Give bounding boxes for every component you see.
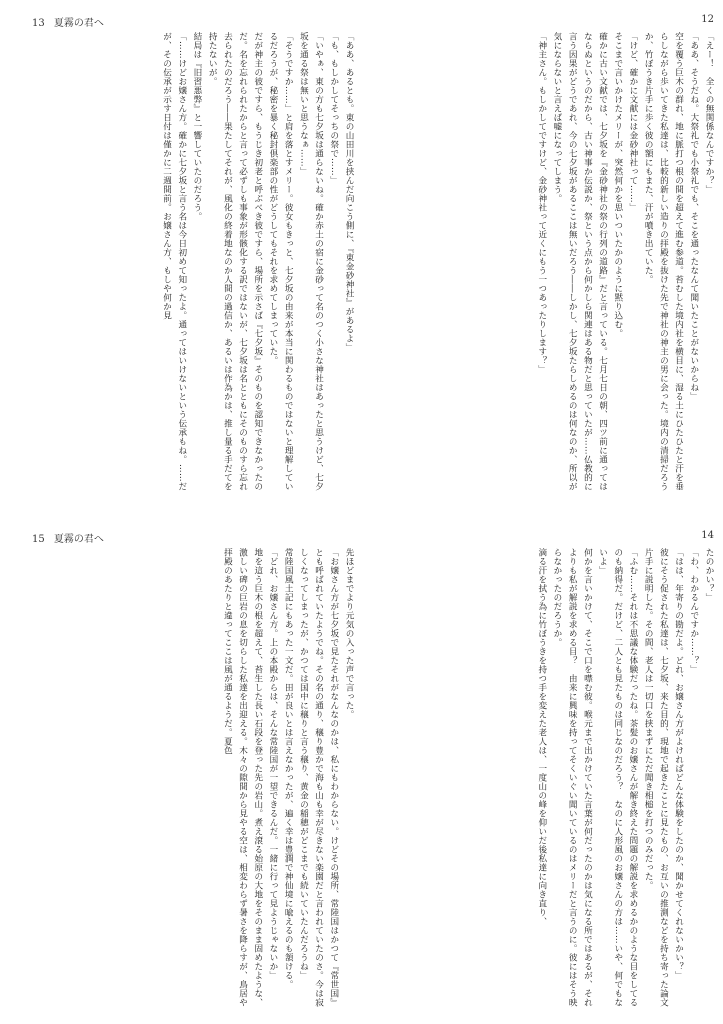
paragraph: 先ほどまでより元気の入った声で言った。 (344, 548, 354, 719)
paragraph: 空を覆う巨木の群れ、地に脈打つ根の間を超えて進む参道。苔むした境内社を横目に、湿る土にひたひたと汗を垂らしながら歩いてきた私達は、比較的新しい造りの拝殿を抜けた先で神社の神主の男に会った。境内の清掃だろうか、竹ぼうき片手に歩く彼の額にもまた、汗が噴き出ていた。 (643, 32, 684, 491)
paragraph: 「いやぁ、東の方も七夕坂は通らないね。確か赤土の宿に金砂って名のつく小さな神社はあったと思うけど、七夕坂を通る祭は無いと思うなぁ……」 (298, 32, 324, 491)
page-12 (382, 8, 722, 498)
page-number: 14 (701, 530, 714, 541)
paragraph: 「ああ、そうだね。大祭礼でも小祭礼でも、そこを通ったなんて聞いたことがないからね」 (688, 32, 699, 401)
page-header (32, 530, 104, 545)
paragraph: 「ふむ……それは不思議な体験だったね。茶髪のお嬢さんが解き終えた問題の解説を求めるかのような目をしてるのも納得だ。だけど、二人とも見たものは同じなのだろう？ なのに人形風のお嬢さんの方は……いや、何でもないよ」 (597, 548, 638, 1007)
paragraph: そこまで言いかけたメリーが、突然何かを思いついたかのように黙り込む。 (612, 32, 623, 338)
running-title: 夏霧の君へ (53, 18, 104, 29)
vertical-text-body (28, 32, 356, 494)
paragraph: 「はは、年寄りの勘だよ。どれ、お嬢さん方がよければどんな体験をしたのか、聞かせてくれないかい？」 (673, 548, 684, 980)
paragraph: 「わ、わかるんですか……？」 (688, 548, 699, 674)
page-number: 15 (32, 534, 45, 545)
paragraph: 彼にそう促された私達は、七夕坂、来た目的、現地で起きたことに見たもの、お互いの推測などを持ち寄った論文片手に説明した。その間、老人は一切口を挟まずにただ聞き相槌を打つのみだった。 (643, 548, 669, 1007)
paragraph: 確かに古い文献では、七夕坂を『金砂神社の祭の行列の道路』だと言っている。七月七日の朝、四ツ前に通ってはならぬというのだから、古い神事か伝説か、祭という点から何かしら関連はある物だと思っていたが……仏教的に言う因果がどうであれ、今の七夕坂があるここは無いだろう――しかし、七夕坂たらしめるのは何なのか、所以が気にならないと言えば嘘になってしまう。 (551, 32, 608, 491)
paragraph: 「も、もしかしてそっちの祭で……」 (328, 32, 339, 185)
paragraph: 結局は『旧習悪弊』と一響していたのだろう。 (191, 32, 202, 221)
paragraph: たのかい？」 (704, 548, 714, 602)
page-header (32, 14, 104, 29)
page-number: 12 (701, 14, 714, 25)
paragraph: 「どれ、お嬢さん方。上の本殿からは、そんな常陸国が一望できるんだ。一緒に行って見ようじゃないか」 (267, 548, 278, 980)
paragraph: 「……けどお嬢さん方。確かに七夕坂と言う名は今日初めて知ったよ。通ってはいけないという伝承もね。……だが、その伝承が示す日付は僅かに二週間前。お嬢さん方、もしや何か見 (161, 32, 187, 491)
page-15 (22, 524, 362, 1014)
paragraph: 「神主さん。もしかしてですけど、金砂神社って近くにもう一つあったりします？」 (536, 32, 547, 374)
paragraph: 「ああ、あるとも。東の山田川を挟んだ向こう側に、『東金砂神社』があるよ」 (344, 32, 354, 352)
running-title: 夏霧の君へ (53, 534, 104, 545)
paragraph: 「えー！ 全くの無関係なんですか？」 (704, 32, 714, 194)
paragraph: 滴る汗を拭う為に竹ぼうきを持つ手を変えた老人は、一度山の峰を仰いだ後私達に向き直り、 (536, 548, 547, 926)
paragraph: 常陸国風土記にもあった一文だ。田が良いとは言えなかったが、遍く幸は豊潤で神仙境に喩えるのも頷ける。 (283, 548, 294, 989)
paragraph: だが神主の彼ですら、もうじき初老と呼ぶべき彼ですら、場所を示さば『七夕坂』そのものを認知できなかったのだ。名を忘れられたからと言って必ずしも事象が形骸化する訳ではないが、七夕坂は名とともにそのものすら忘れ去られたのだろう――果たしてそれが、風化の終着地なのか人間の過信か、あるいは作為かは、推し量る手だてを持たないが。 (207, 32, 263, 491)
page-header (701, 14, 714, 25)
paragraph: 「けど、確かに文献には金砂神社って……」 (627, 32, 638, 212)
page-number: 13 (32, 18, 45, 29)
vertical-text-body (388, 32, 716, 494)
paragraph: 地を這う巨木の根を超えて、苔生した長い石段を登った先の岩山。煮え滾る始原の大地をそのまま固めたような、激しい碑の巨岩の息を切らした私達を出迎える。木々の隙間から見やる空は、相変わらず暑さを降らすが、鳥居や拝殿のあたりと違ってここは風が通るようだ。夏色 (222, 548, 263, 1007)
paragraph: 「お嬢さん方が七夕坂で見たそれがなんなのかは、私にもわからない。けどその場所、常陸国はかつて『常世国』とも呼ばれていたようでね。その名の通り、穣り豊かで海も山も幸が尽きない楽園だと言われていたのさ。今は寂しくなってしまったが、かつては国中に穣りと言う穣り、黄金の稲穂がどこまでも続いていたんだろうね」 (298, 548, 339, 1007)
page-13 (22, 8, 362, 498)
paragraph: 何かを言いかけて、そこで口を噤む彼。喉元まで出かけていた言葉が何だったのかは気になる所ではあるが、それよりも私が解説を求める目？ 由来に興味を持ってそくいぐい聞いているのはメリーだと言うのに。彼にはそう映らなかったのだろうか。 (551, 548, 593, 1007)
page-14 (382, 524, 722, 1014)
page-header (701, 530, 714, 541)
vertical-text-body (388, 548, 716, 1010)
paragraph: 「そうですか……」と肩を落とすメリー。彼女もきっと、七夕坂の由来が本当に関わるものではないと理解しているだろうが、秘密を暴く秘封倶楽部の性がどうしてもそれを求めてしまっていた。 (267, 32, 294, 491)
vertical-text-body (28, 548, 356, 1010)
